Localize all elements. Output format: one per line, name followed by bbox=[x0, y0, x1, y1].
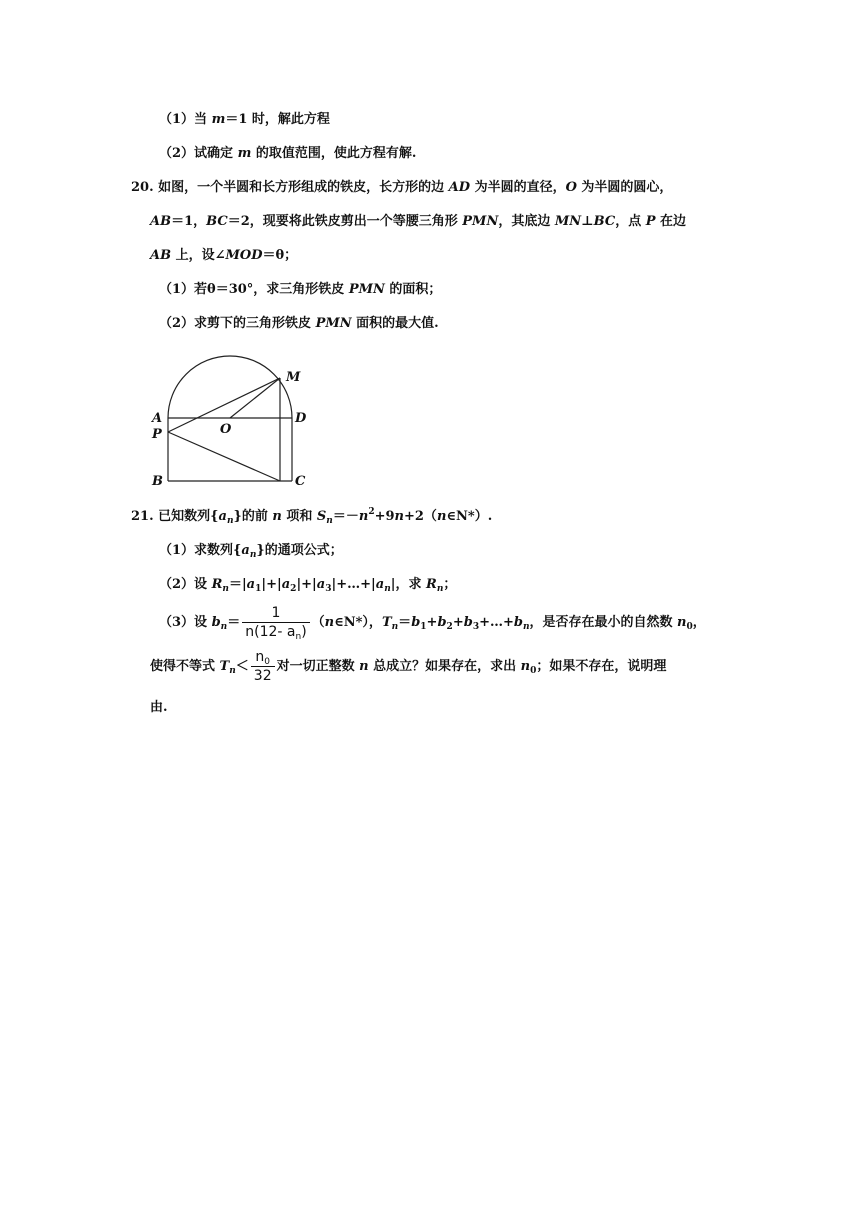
fraction-n0-32 bbox=[251, 648, 275, 685]
q21-part1: （1）求数列$\{a_n\}$的通项公式； bbox=[159, 543, 343, 560]
fraction-n0-denominator: 32 bbox=[251, 666, 275, 685]
label-M: M bbox=[286, 370, 301, 385]
fraction-bn bbox=[242, 604, 309, 641]
q20-part1: （1）若θ＝30°，求三角形铁皮 PMN 的面积； bbox=[159, 282, 442, 297]
fraction-bn-numerator: 1 bbox=[271, 605, 281, 621]
label-O: O bbox=[220, 422, 232, 437]
q20-part2: （2）求剪下的三角形铁皮 PMN 面积的最大值. bbox=[159, 316, 439, 331]
q19-part2: （2）试确定 m 的取值范围，使此方程有解. bbox=[159, 146, 417, 161]
q21-last-line: 由. bbox=[150, 700, 168, 715]
q21-part2: （2）设 $R_n=|a_1|+|a_2|+|a_3|+\dots+|a_n|$，求 $R_n$； bbox=[159, 577, 457, 594]
fraction-n0-numerator: $n_0$ bbox=[255, 649, 270, 667]
q20-line3: AB 上，设∠MOD＝θ； bbox=[150, 248, 298, 263]
label-D: D bbox=[295, 411, 307, 426]
q20-line2: AB＝1，BC＝2，现要将此铁皮剪出一个等腰三角形 PMN，其底边 MN⊥BC，点 P 在边 bbox=[150, 214, 687, 229]
label-C: C bbox=[295, 474, 306, 489]
q21-part3: （3）设 $b_n=$ $\frac{1}{n(12- a_n)}$ （n∈N*），$T_n=b_1+b_2+b_3+\dots+b_n$，是否存在最小的自然数 $n_0$， bbox=[159, 605, 706, 642]
label-A: A bbox=[152, 411, 163, 426]
q21-line1: 21. 已知数列$\{a_n\}$的前 n 项和 $S_n=-n^2+9n+2(n\in N*)$. bbox=[131, 507, 493, 526]
fraction-bn-denominator: n(12- $a_n$) bbox=[242, 622, 309, 641]
q21-inequality-line: 使得不等式 $T_n<$ $\frac{n_0}{32}$ 对一切正整数 n 总成立？如果存在，求出 $n_0$；如果不存在，说明理 bbox=[150, 649, 667, 684]
q20-line1: 20. 如图，一个半圆和长方形组成的铁皮，长方形的边 AD 为半圆的直径，O 为半圆的圆心， bbox=[131, 180, 673, 195]
semicircle-rectangle-figure bbox=[148, 355, 318, 495]
label-P: P bbox=[152, 427, 162, 442]
label-B: B bbox=[152, 474, 163, 489]
q19-part1: （1）当 m＝1 时，解此方程 bbox=[159, 112, 330, 127]
semicircle-arc bbox=[168, 356, 292, 418]
segment-PN bbox=[168, 432, 280, 481]
